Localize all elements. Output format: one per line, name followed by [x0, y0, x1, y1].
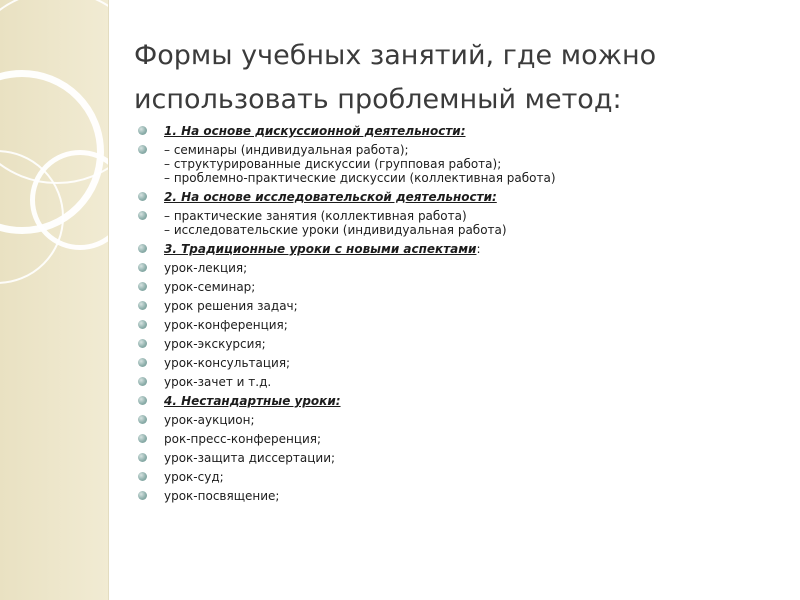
bullet-icon: [138, 145, 147, 154]
list-item-text: урок-аукцион;: [164, 413, 255, 427]
bullet-icon: [138, 415, 147, 424]
bullet-icon: [138, 320, 147, 329]
list-item-line: – исследовательские уроки (индивидуальная работа): [164, 223, 507, 237]
list-item: [138, 261, 778, 275]
bullet-icon: [138, 263, 147, 272]
section-heading: 4. Нестандартные уроки:: [164, 394, 341, 408]
list-item-heading: [138, 242, 778, 256]
list-item-text: урок-экскурсия;: [164, 337, 266, 351]
list-item-text: урок-конференция;: [164, 318, 288, 332]
slide-title-line: Формы учебных занятий, где можно: [134, 40, 657, 71]
list-item: [138, 375, 778, 389]
section-heading: 2. На основе исследовательской деятельности:: [164, 190, 497, 204]
list-item: [138, 413, 778, 427]
list-item: [138, 143, 778, 185]
list-item-text: урок-суд;: [164, 470, 224, 484]
list-item-line: – проблемно-практические дискуссии (коллективная работа): [164, 171, 556, 185]
list-item: [138, 318, 778, 332]
list-item-text: урок-посвящение;: [164, 489, 280, 503]
list-item: [138, 299, 778, 313]
list-item-text: урок-лекция;: [164, 261, 248, 275]
list-item: [138, 356, 778, 370]
slide-title-line: использовать проблемный метод:: [134, 84, 622, 115]
list-item-text: урок-консультация;: [164, 356, 291, 370]
list-item-text: урок-семинар;: [164, 280, 256, 294]
bullet-icon: [138, 244, 147, 253]
list-item: [138, 432, 778, 446]
decorative-side-band: [0, 0, 108, 600]
list-item-heading: [138, 394, 778, 408]
bullet-icon: [138, 396, 147, 405]
list-item-line: – семинары (индивидуальная работа);: [164, 143, 409, 157]
list-item: [138, 470, 778, 484]
list-item-text: урок-зачет и т.д.: [164, 375, 272, 389]
list-item: [138, 209, 778, 237]
list-item-heading: [138, 124, 778, 138]
bullet-icon: [138, 126, 147, 135]
bullet-icon: [138, 377, 147, 386]
bullet-icon: [138, 192, 147, 201]
bullet-icon: [138, 282, 147, 291]
section-heading: 1. На основе дискуссионной деятельности:: [164, 124, 466, 138]
list-item-text: рок-пресс-конференция;: [164, 432, 322, 446]
list-item-line: – структурированные дискуссии (групповая работа);: [164, 157, 502, 171]
bullet-icon: [138, 472, 147, 481]
section-heading: 3. Традиционные уроки с новыми аспектами: [164, 242, 477, 256]
slide-title: [134, 34, 774, 122]
heading-suffix: :: [476, 242, 481, 256]
list-item-text: урок решения задач;: [164, 299, 298, 313]
bullet-icon: [138, 211, 147, 220]
list-item: [138, 337, 778, 351]
bullet-icon: [138, 358, 147, 367]
list-item: [138, 489, 778, 503]
list-item-text: урок-защита диссертации;: [164, 451, 336, 465]
list-item-heading: [138, 190, 778, 204]
bullet-list: [138, 124, 778, 508]
bullet-icon: [138, 301, 147, 310]
list-item: [138, 451, 778, 465]
bullet-icon: [138, 434, 147, 443]
list-item-line: – практические занятия (коллективная работа): [164, 209, 467, 223]
bullet-icon: [138, 339, 147, 348]
bullet-icon: [138, 491, 147, 500]
list-item: [138, 280, 778, 294]
band-divider: [108, 0, 109, 600]
bullet-icon: [138, 453, 147, 462]
